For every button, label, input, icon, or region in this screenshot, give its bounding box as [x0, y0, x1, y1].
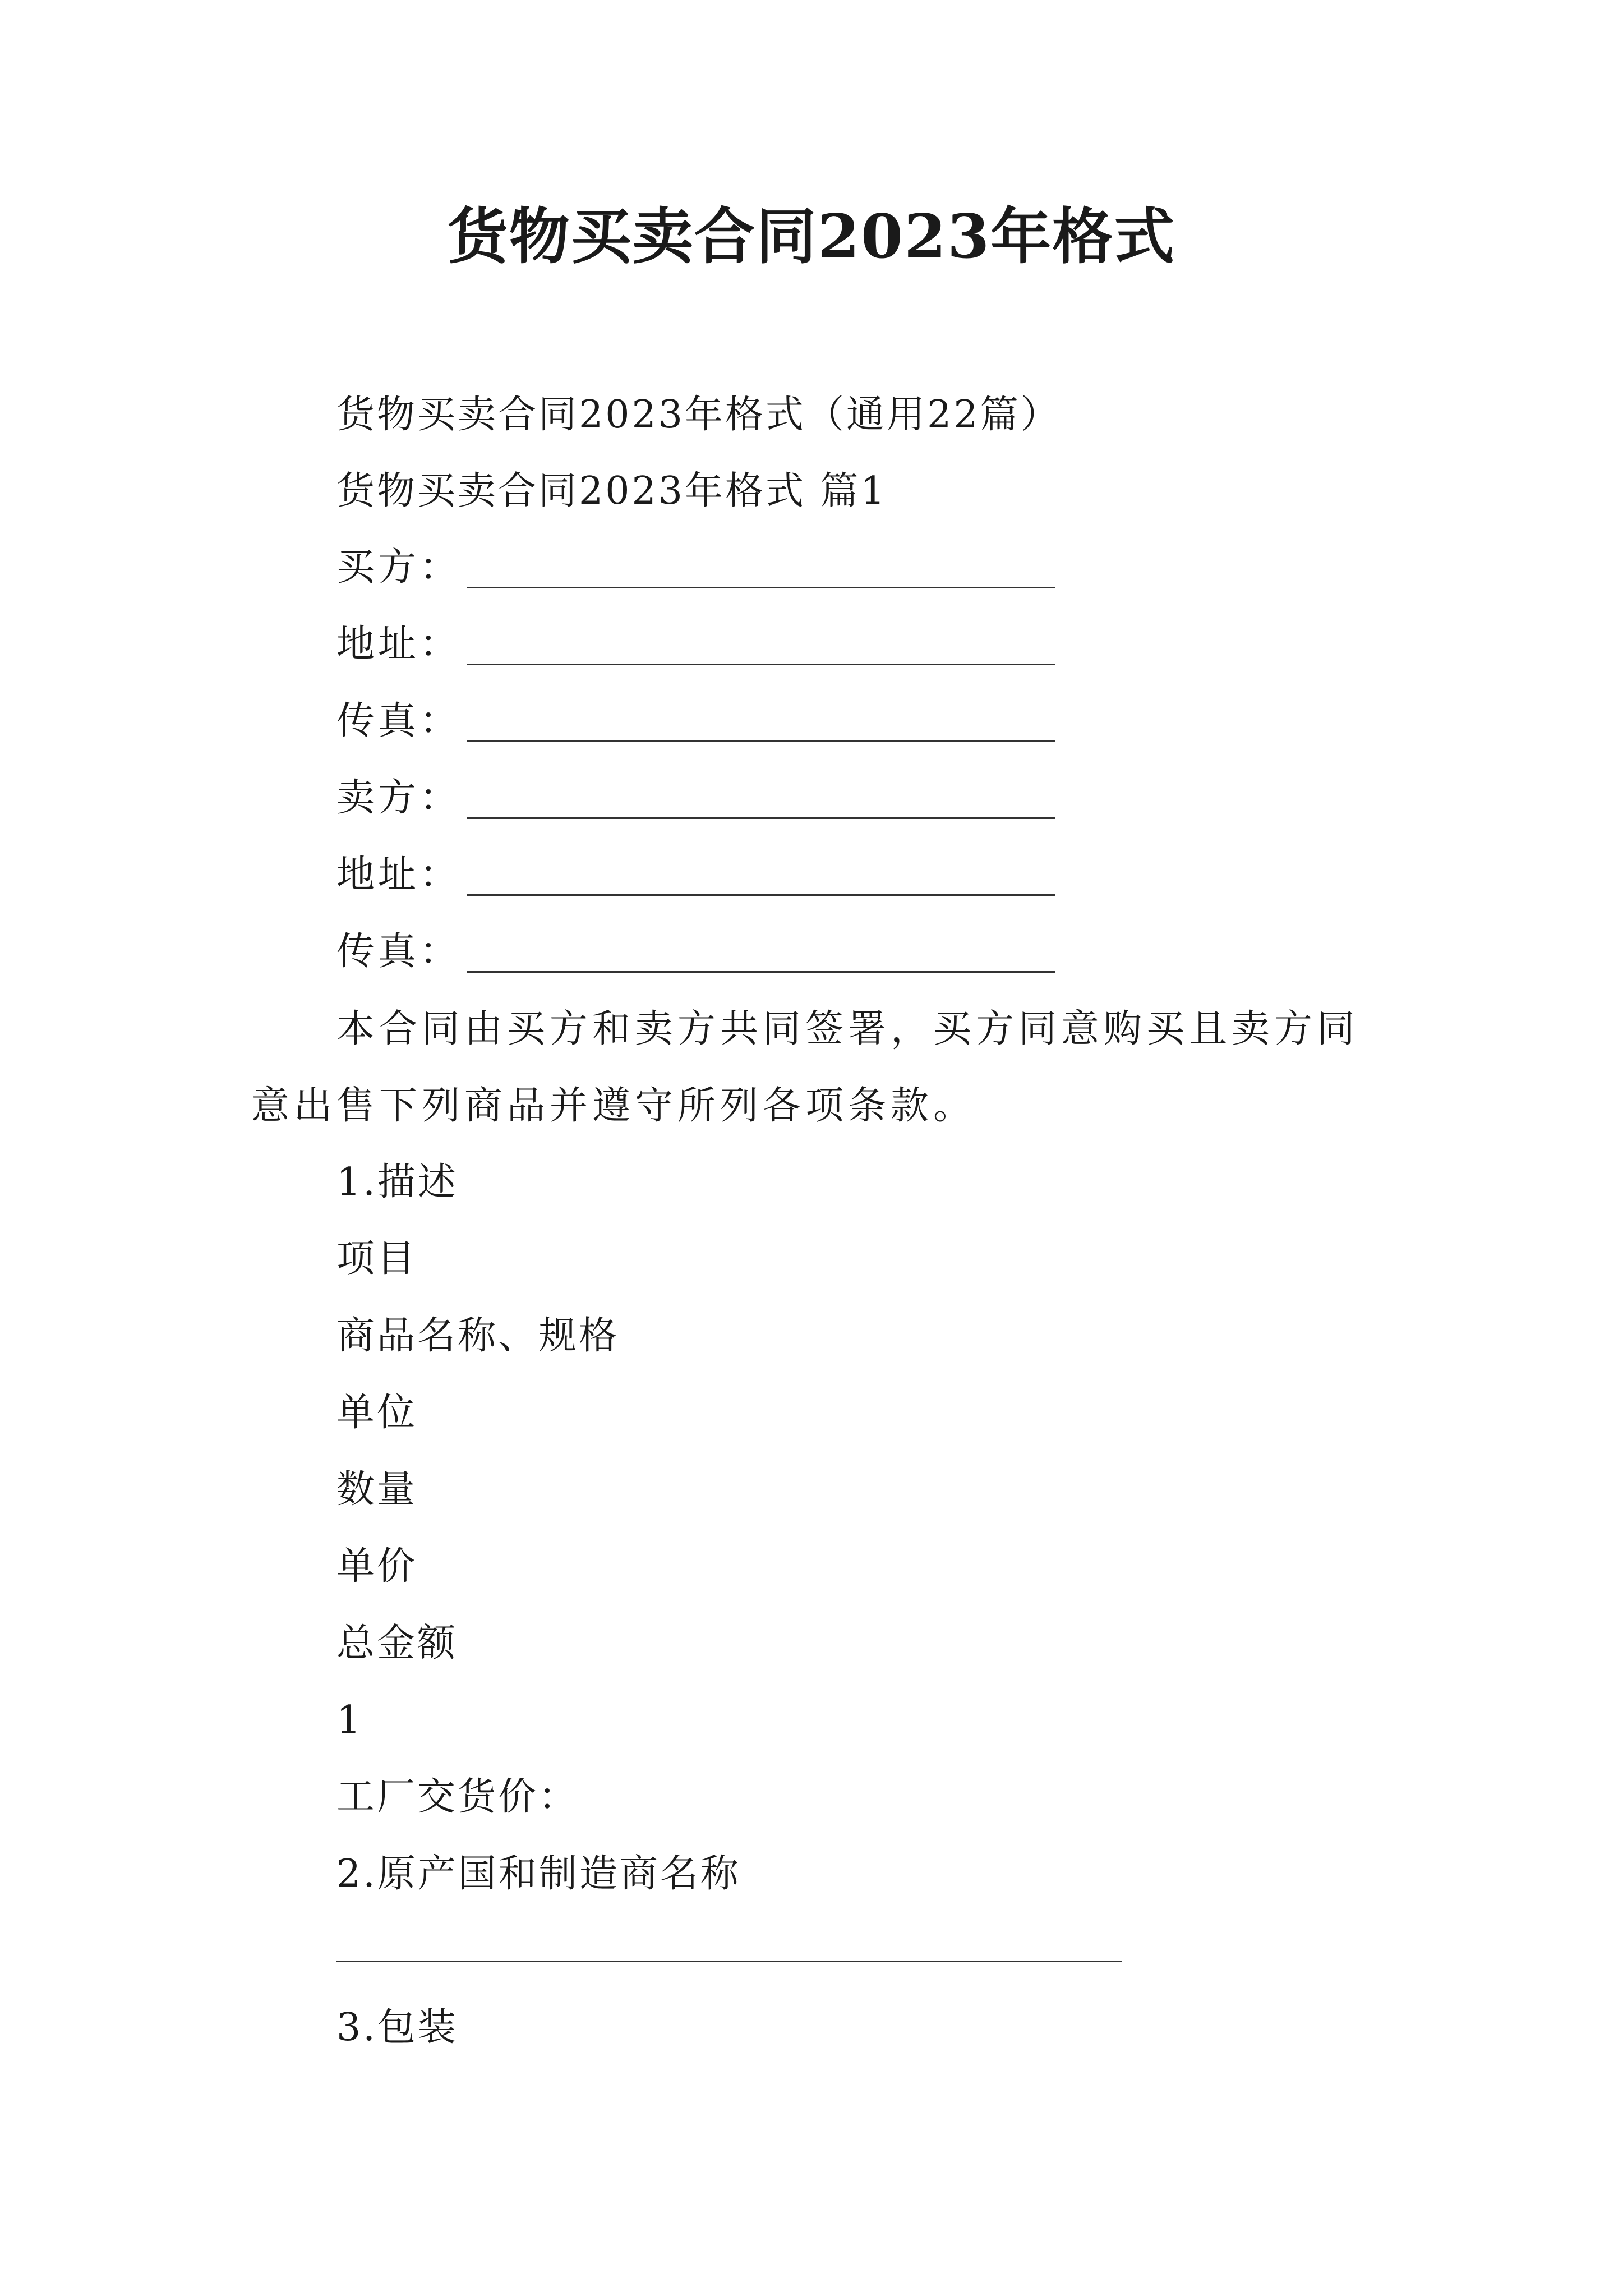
table-header-name-spec: 商品名称、规格 — [336, 1314, 620, 1358]
table-header-unit-price: 单价 — [336, 1544, 418, 1589]
seller-field — [336, 770, 461, 826]
clause-2-heading: 2.原产国和制造商名称 — [336, 1852, 741, 1896]
document-subtitle: 货物买卖合同2023年格式（通用22篇） — [336, 393, 1061, 437]
buyer-field — [336, 540, 461, 596]
seller-address-field — [336, 847, 461, 903]
seller-fax-label: 传真： — [336, 930, 462, 974]
buyer-blank — [467, 587, 1055, 588]
factory-price-label: 工厂交货价： — [336, 1775, 579, 1819]
table-row-index: 1 — [336, 1698, 363, 1742]
intro-paragraph: 本合同由买方和卖方共同签署，买方同意购买且卖方同意出售下列商品并遵守所列各项条款。 — [251, 1007, 1360, 1128]
seller-address-blank — [467, 894, 1055, 896]
seller-blank — [467, 817, 1055, 819]
buyer-fax-blank — [467, 740, 1055, 742]
buyer-address-label: 地址： — [336, 622, 462, 666]
seller-label: 卖方： — [336, 776, 462, 820]
table-header-unit: 单位 — [336, 1391, 418, 1435]
buyer-address-field — [336, 616, 461, 673]
seller-fax-field — [336, 924, 461, 980]
table-header-quantity: 数量 — [336, 1467, 418, 1512]
table-header-total: 总金额 — [336, 1621, 458, 1665]
clause-3-heading: 3.包装 — [336, 2005, 458, 2050]
document-title: 货物买卖合同2023年格式 — [447, 201, 1176, 272]
clause-2-blank — [336, 1961, 1122, 1962]
clause-1-heading: 1.描述 — [336, 1160, 458, 1204]
buyer-fax-field — [336, 693, 461, 749]
buyer-address-blank — [467, 664, 1055, 665]
buyer-fax-label: 传真： — [336, 699, 462, 743]
seller-fax-blank — [467, 971, 1055, 973]
section-heading: 货物买卖合同2023年格式 篇1 — [336, 469, 887, 513]
buyer-label: 买方： — [336, 545, 462, 590]
seller-address-label: 地址： — [336, 853, 462, 897]
table-header-item: 项目 — [336, 1237, 418, 1281]
